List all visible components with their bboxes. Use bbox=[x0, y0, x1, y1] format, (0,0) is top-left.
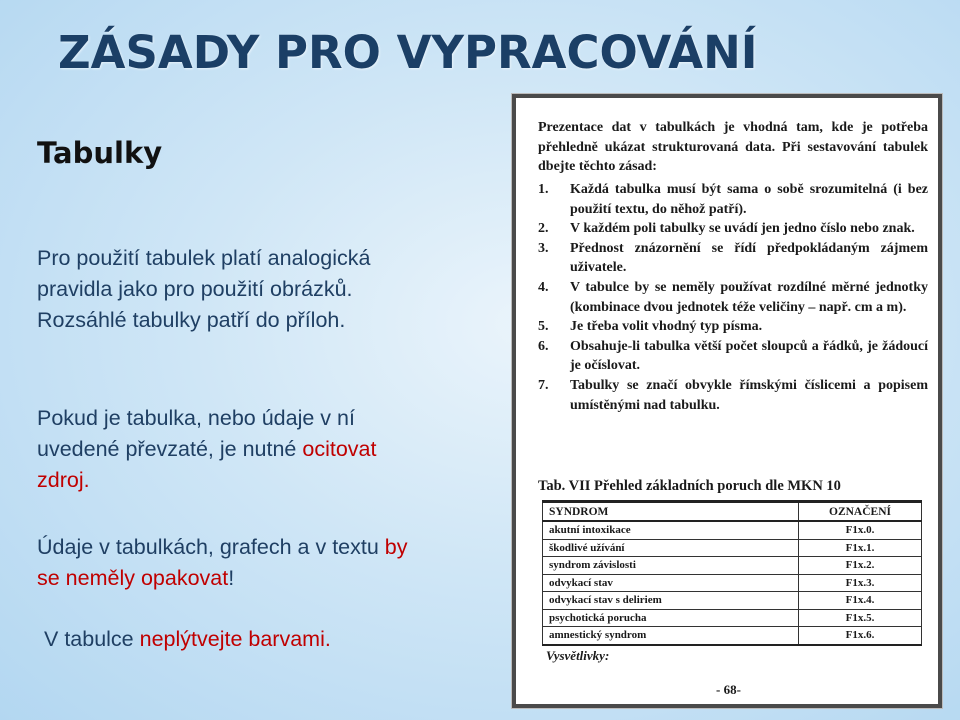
rule-item bbox=[538, 337, 928, 376]
paragraph-analogy: Pro použití tabulek platí analogická pravidla jako pro použití obrázků. Rozsáhlé tabulky patří do příloh. bbox=[37, 246, 371, 332]
table-row bbox=[543, 574, 922, 592]
rule-item bbox=[538, 376, 928, 415]
rule-number: 7. bbox=[538, 377, 549, 393]
colors-text: V tabulce bbox=[44, 627, 140, 651]
rule-text: Tabulky se značí obvykle římskými číslicemi a popisem umístěnými nad tabulku. bbox=[570, 377, 928, 413]
code-cell: F1x.6. bbox=[799, 627, 922, 645]
rule-text: Každá tabulka musí být sama o sobě srozumitelná (i bez použití textu, do něhož patří). bbox=[570, 182, 928, 217]
syndrome-cell: odvykací stav s deliriem bbox=[543, 592, 799, 610]
document-intro: Prezentace dat v tabulkách je vhodná tam, kde je potřeba přehledně ukázat strukturovaná data. Při sestavování tabulek dbejte těchto zásad: bbox=[538, 120, 928, 174]
paragraph-colors bbox=[44, 624, 444, 655]
table-row bbox=[543, 521, 922, 539]
syndrome-cell: odvykací stav bbox=[543, 574, 799, 592]
syndrome-cell: syndrom závislosti bbox=[543, 557, 799, 575]
rule-text: Přednost znázornění se řídí předpokládaným zájmem uživatele. bbox=[570, 240, 928, 276]
rule-item bbox=[538, 239, 928, 278]
rule-item bbox=[538, 180, 928, 219]
table-row bbox=[543, 592, 922, 610]
rule-number: 3. bbox=[538, 240, 549, 256]
column-header-oznaceni: OZNAČENÍ bbox=[799, 502, 922, 522]
section-title: Tabulky bbox=[37, 136, 163, 170]
rule-item bbox=[538, 317, 928, 337]
paragraph-citation bbox=[37, 403, 417, 496]
legend-label: Vysvětlivky: bbox=[546, 648, 610, 663]
syndrome-cell: akutní intoxikace bbox=[543, 521, 799, 539]
table-row bbox=[543, 627, 922, 645]
citation-text: Pokud je tabulka, nebo údaje v ní uvedené převzaté, je nutné bbox=[37, 406, 355, 461]
rule-item bbox=[538, 219, 928, 239]
code-cell: F1x.0. bbox=[799, 521, 922, 539]
column-header-syndrom: SYNDROM bbox=[543, 502, 799, 522]
code-cell: F1x.3. bbox=[799, 574, 922, 592]
page-number: - 68- bbox=[716, 682, 741, 697]
rule-text: V každém poli tabulky se uvádí jen jedno číslo nebo znak. bbox=[570, 221, 915, 237]
code-cell: F1x.5. bbox=[799, 609, 922, 627]
mkn-table bbox=[542, 500, 922, 646]
rule-text: Obsahuje-li tabulka větší počet sloupců a řádků, je žádoucí je očíslovat. bbox=[570, 338, 928, 374]
code-cell: F1x.2. bbox=[799, 557, 922, 575]
colors-emphasis: neplýtvejte barvami. bbox=[139, 627, 331, 651]
rule-number: 1. bbox=[538, 182, 549, 197]
no-repeat-emphasis: by se neměly opakovat bbox=[37, 535, 408, 590]
syndrome-cell: škodlivé užívání bbox=[543, 539, 799, 557]
rules-list bbox=[538, 180, 928, 415]
table-row bbox=[543, 609, 922, 627]
table-caption: Tab. VII Přehled základních poruch dle MKN 10 bbox=[538, 478, 841, 494]
rule-number: 2. bbox=[538, 221, 549, 237]
no-repeat-text: Údaje v tabulkách, grafech a v textu bbox=[37, 535, 385, 559]
paragraph-no-repeat bbox=[37, 532, 427, 594]
code-cell: F1x.1. bbox=[799, 539, 922, 557]
slide-title: ZÁSADY PRO VYPRACOVÁNÍ bbox=[58, 26, 758, 79]
document-excerpt bbox=[512, 94, 942, 708]
syndrome-cell: psychotická porucha bbox=[543, 609, 799, 627]
syndrome-cell: amnestický syndrom bbox=[543, 627, 799, 645]
table-row bbox=[543, 539, 922, 557]
no-repeat-end: ! bbox=[228, 566, 235, 590]
code-cell: F1x.4. bbox=[799, 592, 922, 610]
rule-number: 6. bbox=[538, 338, 549, 354]
rule-number: 5. bbox=[538, 319, 549, 335]
rule-number: 4. bbox=[538, 279, 549, 295]
table-header-row bbox=[543, 502, 922, 522]
rule-text: Je třeba volit vhodný typ písma. bbox=[570, 319, 763, 335]
citation-emphasis: ocitovat zdroj. bbox=[37, 437, 377, 492]
rule-item bbox=[538, 278, 928, 317]
rule-text: V tabulce by se neměly používat rozdílné měrné jednotky (kombinace dvou jednotek téže veličiny – např. cm a m). bbox=[570, 279, 928, 315]
table-row bbox=[543, 557, 922, 575]
